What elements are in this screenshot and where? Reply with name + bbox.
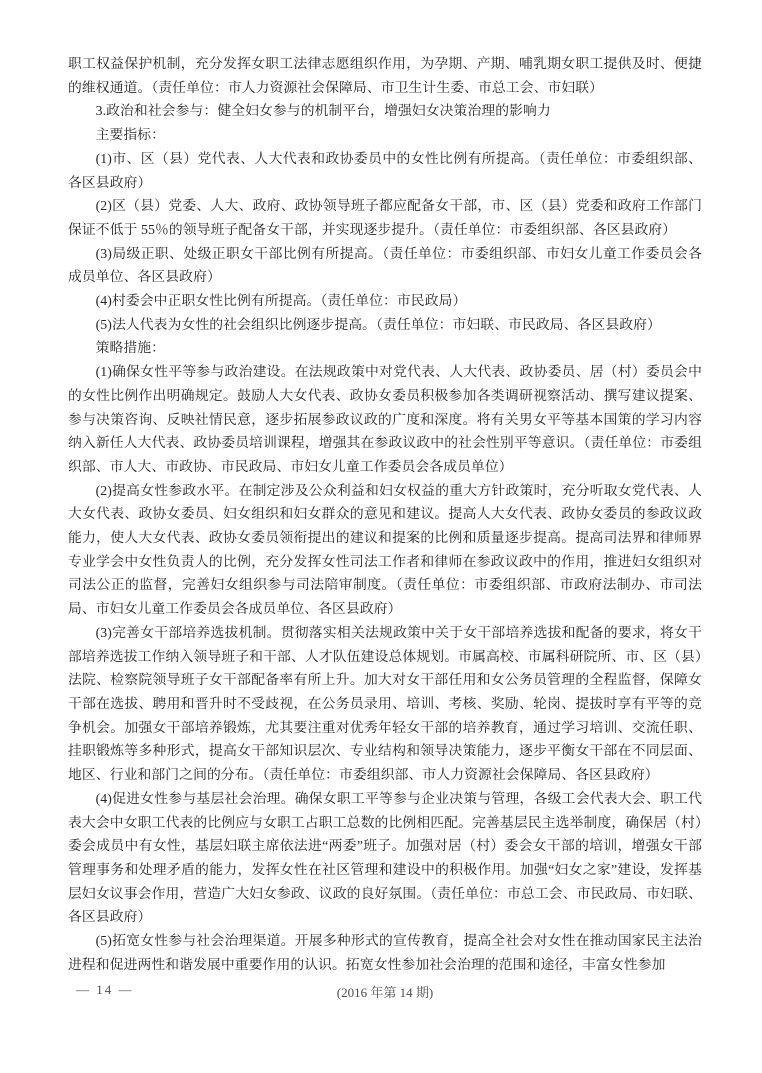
paragraph: 主要指标： — [95, 127, 166, 143]
paragraph: (5)法人代表为女性的社会组织比例逐步提高。（责任单位：市妇联、市民政局、各区县政府） — [95, 316, 661, 332]
paragraph: (1)市、区（县）党代表、人大代表和政协委员中的女性比例有所提高。（责任单位：市委组织部、各区县政府） — [68, 150, 702, 190]
paragraph: (3)局级正职、处级正职女干部比例有所提高。（责任单位：市委组织部、市妇女儿童工作委员会各成员单位、各区县政府） — [68, 245, 702, 285]
paragraph: 策略措施： — [95, 340, 166, 356]
page-footer — [68, 980, 702, 1004]
paragraph: 职工权益保护机制，充分发挥女职工法律志愿组织作用，为孕期、产期、哺乳期女职工提供及时、便捷的维权通道。（责任单位：市人力资源社会保障局、市卫生计生委、市总工会、市妇联） — [68, 56, 702, 95]
paragraph: (1)确保女性平等参与政治建设。在法规政策中对党代表、人大代表、政协委员、居（村）委员会中的女性比例作出明确规定。鼓励人大女代表、政协女委员积极参加各类调研视察活动、撰写建议提案、参与决策咨询、反映社情民意，逐步拓展参政议政的广度和深度。将有关男女平等基本国策的学习内容纳入新任人大代表、政协委员培训课程，增强其在参政议政中的社会性别平等意识。（责任单位：市委组织部、市人大、市政协、市民政局、市妇女儿童工作委员会各成员单位） — [68, 364, 702, 474]
paragraph: 3.政治和社会参与：健全妇女参与的机制平台，增强妇女决策治理的影响力 — [95, 103, 551, 119]
paragraph: (2)区（县）党委、人大、政府、政协领导班子都应配备女干部，市、区（县）党委和政府工作部门保证不低于 55％的领导班子配备女干部，并实现逐步提升。（责任单位：市委组织部、各区县政府） — [68, 198, 702, 237]
paragraph: (4)村委会中正职女性比例有所提高。（责任单位：市民政局） — [95, 293, 467, 309]
paragraph: (2)提高女性参政水平。在制定涉及公众利益和妇女权益的重大方针政策时，充分听取女党代表、人大女代表、政协女委员、妇女组织和妇女群众的意见和建议。提高人大女代表、政协女委员的参政议政能力，使人大女代表、政协女委员领衔提出的建议和提案的比例和质量逐步提高。提高司法界和律师界专业学会中女性负责人的比例，充分发挥女性司法工作者和律师在参政议政中的作用，推进妇女组织对司法公正的监督，完善妇女组织参与司法陪审制度。（责任单位：市委组织部、市政府法制办、市司法局、市妇女儿童工作委员会各成员单位、各区县政府） — [68, 482, 702, 617]
paragraph: (4)促进女性参与基层社会治理。确保女职工平等参与企业决策与管理，各级工会代表大会、职工代表大会中女职工代表的比例应与女职工占职工总数的比例相匹配。完善基层民主选举制度，确保居（村）委会成员中有女性，基层妇联主席依法进“两委”班子。加强对居（村）委会女干部的培训，增强女干部管理事务和处理矛盾的能力，发挥女性在社区管理和建设中的积极作用。加强“妇女之家”建设，发挥基层妇女议事会作用，营造广大妇女参政、议政的良好氛围。（责任单位：市总工会、市民政局、市妇联、各区县政府） — [68, 790, 702, 925]
issue-label: (2016 年第 14 期) — [336, 985, 434, 1000]
paragraph: (3)完善女干部培养选拔机制。贯彻落实相关法规政策中关于女干部培养选拔和配备的要求，将女干部培养选拔工作纳入领导班子和干部、人才队伍建设总体规划。市属高校、市属科研院所、市、区（县）法院、检察院领导班子女干部配备率有所上升。加大对女干部任用和女公务员管理的全程监督，保障女干部在选拔、聘用和晋升时不受歧视，在公务员录用、培训、考核、奖励、轮岗、提拔时享有平等的竞争机会。加强女干部培养锻炼，尤其要注重对优秀年轻女干部的培养教育，通过学习培训、交流任职、挂职锻炼等多种形式，提高女干部知识层次、专业结构和领导决策能力，逐步平衡女干部在不同层面、地区、行业和部门之间的分布。（责任单位：市委组织部、市人力资源社会保障局、各区县政府） — [68, 624, 702, 783]
paragraph: (5)拓宽女性参与社会治理渠道。开展多种形式的宣传教育，提高全社会对女性在推动国家民主法治进程和促进两性和谐发展中重要作用的认识。拓宽女性参加社会治理的范围和途径，丰富女性参加 — [68, 933, 702, 972]
document-body — [68, 52, 702, 976]
page-number: — 14 — — [76, 982, 134, 997]
